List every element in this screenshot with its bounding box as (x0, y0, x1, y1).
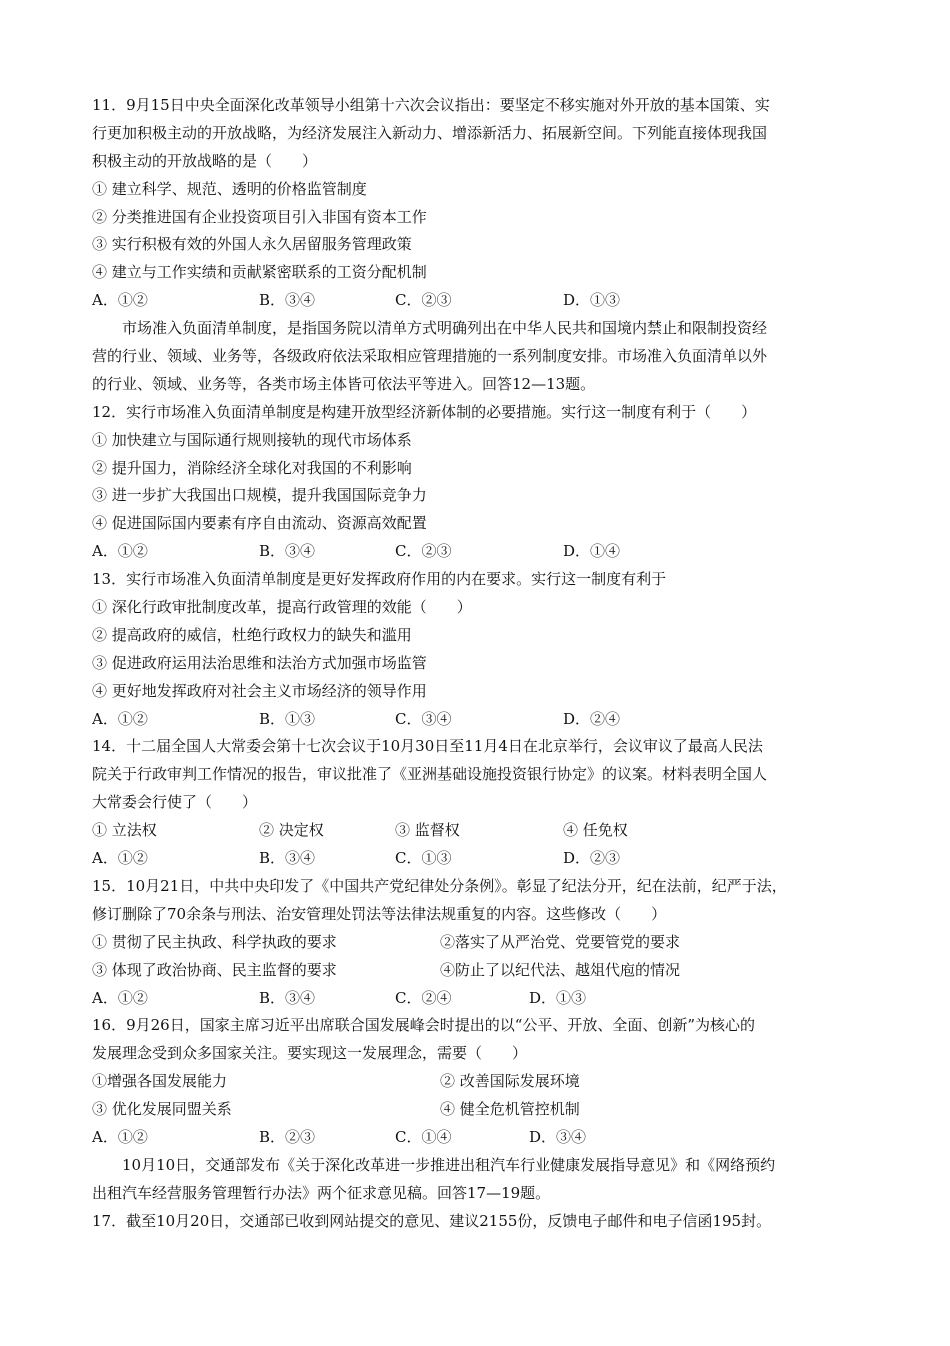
text-line: 11．9月15日中央全面深化改革领导小组第十六次会议指出：要坚定不移实施对外开放的基本国策、实 (92, 96, 770, 114)
text-line: ① 加快建立与国际通行规则接轨的现代市场体系 (92, 430, 412, 449)
option-cell: ④ 任免权 (563, 821, 628, 840)
text-line: ④ 建立与工作实绩和贡献紧密联系的工资分配机制 (92, 263, 427, 282)
text-line: 院关于行政审判工作情况的报告，审议批准了《亚洲基础设施投资银行协定》的议案。材料表明全国人 (92, 765, 768, 784)
option-cell: A．①② (92, 709, 148, 728)
text-line: 积极主动的开放战略的是（ ） (92, 151, 318, 170)
option-cell: ④防止了以纪代法、越俎代庖的情况 (440, 960, 681, 979)
option-cell: C．②④ (395, 988, 452, 1007)
option-cell: C．①③ (395, 849, 452, 868)
text-line: 的行业、领域、业务等，各类市场主体皆可依法平等进入。回答12—13题。 (92, 374, 596, 393)
text-line: 12．实行市场准入负面清单制度是构建开放型经济新体制的必要措施。实行这一制度有利于（ ） (92, 402, 757, 421)
option-cell: ④ 健全危机管控机制 (440, 1100, 580, 1119)
text-line: 营的行业、领域、业务等，各级政府依法采取相应管理措施的一系列制度安排。市场准入负面清单以外 (92, 347, 768, 366)
option-cell: C．②③ (395, 291, 452, 310)
text-line: ① 建立科学、规范、透明的价格监管制度 (92, 179, 367, 198)
option-cell: D．①③ (563, 291, 621, 310)
option-cell: B．③④ (259, 988, 316, 1007)
text-line: 大常委会行使了（ ） (92, 793, 258, 812)
option-row (92, 845, 862, 873)
option-cell: ① 贯彻了民主执政、科学执政的要求 (92, 932, 337, 951)
option-cell: A．①② (92, 291, 148, 310)
option-row (92, 287, 862, 315)
text-line: ③ 促进政府运用法治思维和法治方式加强市场监管 (92, 653, 427, 672)
exam-page (92, 92, 862, 1236)
option-row (92, 929, 862, 957)
option-cell: ③ 体现了政治协商、民主监督的要求 (92, 960, 337, 979)
text-line: 10月10日，交通部发布《关于深化改革进一步推进出租汽车行业健康发展指导意见》和《网络预约 (122, 1155, 776, 1174)
text-line: ② 提高政府的威信，杜绝行政权力的缺失和滥用 (92, 625, 412, 644)
option-cell: ③ 监督权 (395, 821, 460, 840)
option-row (92, 985, 862, 1013)
text-line: ① 深化行政审批制度改革，提高行政管理的效能（ ） (92, 598, 472, 617)
option-cell: C．③④ (395, 709, 452, 728)
option-cell: ② 改善国际发展环境 (440, 1072, 580, 1091)
text-line: ③ 进一步扩大我国出口规模，提升我国国际竞争力 (92, 486, 427, 505)
option-row (92, 817, 862, 845)
option-cell: B．③④ (259, 849, 316, 868)
option-cell: B．③④ (259, 291, 316, 310)
option-cell: D．①④ (563, 542, 621, 561)
option-cell: A．①② (92, 849, 148, 868)
text-line: ④ 促进国际国内要素有序自由流动、资源高效配置 (92, 514, 427, 533)
text-line: ③ 实行积极有效的外国人永久居留服务管理政策 (92, 235, 412, 254)
text-line: 17．截至10月20日，交通部已收到网站提交的意见、建议2155份，反馈电子邮件和电子信函195封。 (92, 1211, 772, 1230)
text-line: 14．十二届全国人大常委会第十七次会议于10月30日至11月4日在北京举行，会议审议了最高人民法 (92, 737, 763, 756)
option-row (92, 538, 862, 566)
option-cell: ① 立法权 (92, 821, 157, 840)
option-cell: C．①④ (395, 1127, 452, 1146)
option-cell: ①增强各国发展能力 (92, 1072, 228, 1091)
text-line: 出租汽车经营服务管理暂行办法》两个征求意见稿。回答17—19题。 (92, 1183, 551, 1202)
option-row (92, 706, 862, 734)
option-cell: A．①② (92, 988, 148, 1007)
option-cell: B．①③ (259, 709, 316, 728)
option-row (92, 1096, 862, 1124)
option-cell: D．②③ (563, 849, 621, 868)
text-line: 13．实行市场准入负面清单制度是更好发挥政府作用的内在要求。实行这一制度有利于 (92, 570, 667, 589)
option-cell: D．①③ (529, 988, 587, 1007)
text-line: 16．9月26日，国家主席习近平出席联合国发展峰会时提出的以“公平、开放、全面、创新”为核心的 (92, 1016, 756, 1035)
text-line: ④ 更好地发挥政府对社会主义市场经济的领导作用 (92, 681, 427, 700)
option-cell: B．③④ (259, 542, 316, 561)
option-cell: C．②③ (395, 542, 452, 561)
option-cell: ③ 优化发展同盟关系 (92, 1100, 232, 1119)
text-line: 市场准入负面清单制度，是指国务院以清单方式明确列出在中华人民共和国境内禁止和限制投资经 (122, 319, 768, 338)
option-cell: A．①② (92, 1127, 148, 1146)
text-line: 修订删除了70余条与刑法、治安管理处罚法等法律法规重复的内容。这些修改（ ） (92, 904, 667, 923)
text-line: 行更加积极主动的开放战略，为经济发展注入新动力、增添新活力、拓展新空间。下列能直接体现我国 (92, 123, 768, 142)
option-cell: D．②④ (563, 709, 621, 728)
option-row (92, 1124, 862, 1152)
option-row (92, 1068, 862, 1096)
option-cell: D．③④ (529, 1127, 587, 1146)
text-line: ② 分类推进国有企业投资项目引入非国有资本工作 (92, 207, 427, 226)
option-cell: A．①② (92, 542, 148, 561)
option-row (92, 957, 862, 985)
text-line: ② 提升国力，消除经济全球化对我国的不利影响 (92, 458, 412, 477)
option-cell: B．②③ (259, 1127, 316, 1146)
option-cell: ② 决定权 (259, 821, 324, 840)
text-line: 发展理念受到众多国家关注。要实现这一发展理念，需要（ ） (92, 1044, 528, 1063)
text-line: 15．10月21日，中共中央印发了《中国共产党纪律处分条例》。彰显了纪法分开，纪在法前，纪严于法， (92, 876, 787, 895)
option-cell: ②落实了从严治党、党要管党的要求 (440, 932, 681, 951)
